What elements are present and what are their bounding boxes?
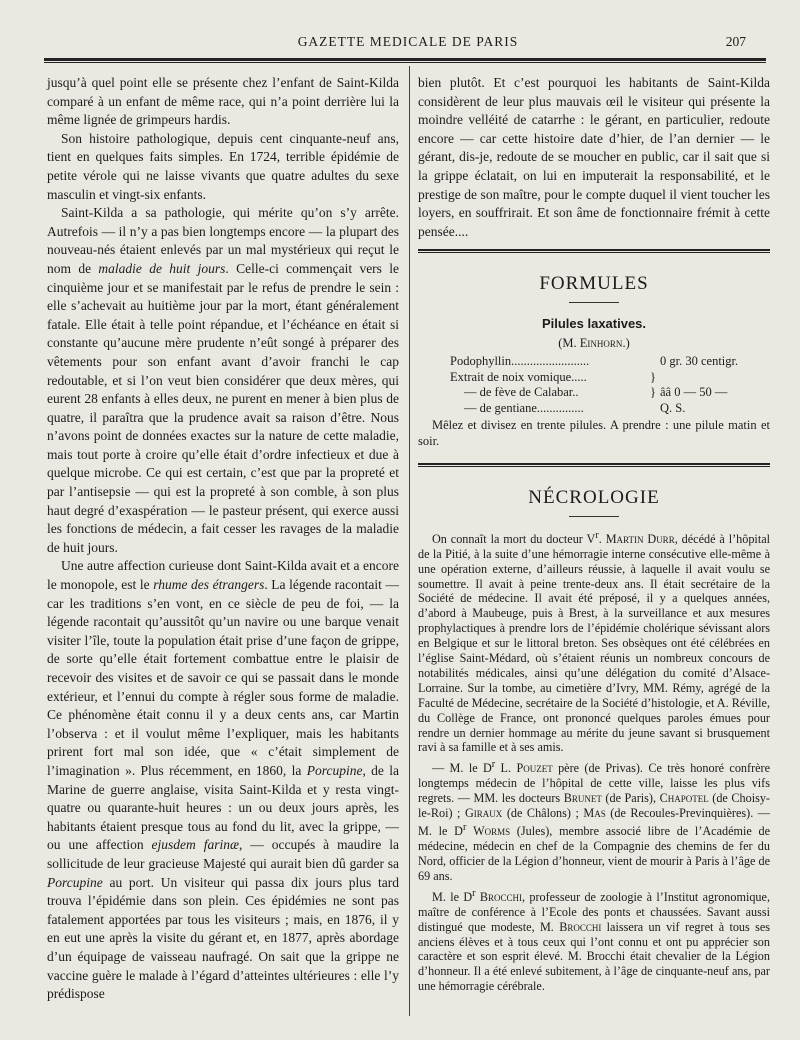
header-rule	[44, 58, 766, 63]
recipe-row	[418, 354, 770, 370]
column-divider	[409, 66, 410, 1016]
italic-term: Porcupine	[306, 762, 363, 778]
paragraph	[418, 758, 770, 883]
ingredient: Podophyllin.........................	[450, 354, 590, 369]
text-run: . Celle-ci commençait vers le cinquième jour et se manifestait par le refus de prendre le sein : elle s’achevait au huitième jour par la mort, étant généralement fatale. Elle était à telle point répandue, et l’échéance en était si constante qu’aucune mère prudente n’eût songé à préparer des vêtements pour son enfant avant d’avoir franchi le cap redoutable, et si l’on veut bien considérer que deux mères, qui eurent 28 enfants à elles deux, ne purent en mener à bien plus de quatre, il paraîtra que la prudence avait sa raison d’être. Nous n’avons point de données exactes sur la nature de cette maladie, mais tout porte à croire qu’elle était d’ordre infectieux et due à quelque microbe. Ce qui est certain, c’est que par la propreté et par l’antisepsie — qui est la propreté à son comble, à son plus haut degré d’exaspération — le pasteur présent, qui exerce aussi les fonctions de médecin, a fait cesser les ravages de la maladie de huit jours.	[47, 260, 400, 555]
person-name: Pouzet	[516, 761, 553, 776]
person-name: Chapotel	[659, 791, 709, 806]
text-run: , professeur de zoologie à l’Institut agronomique, maître de conférence à l’Ecole des ponts et chaussées. Savant aussi distingué que modeste, M.	[418, 889, 770, 934]
text-run: père (de Privas). Ce très honoré confrère longtemps médecin de l’hôpital de cette ville, laisse les plus vifs regrets. — MM. les docteurs	[418, 761, 771, 806]
section-rule	[418, 463, 770, 467]
text-run: — M. le D	[432, 761, 492, 776]
paragraph: Son histoire pathologique, depuis cent cinquante-neuf ans, tient en quelques faits simples. En 1724, terrible épidémie de petite vérole qui ne laisse vivants que quatre adultes du sexe masculin et vingt-six enfants.	[47, 130, 399, 202]
text-run: Saint-Kilda a sa pathologie, qui mérite qu’on s’y arrête. Autrefois — il n’y a pas bien longtemps encore — la plupart des nouveau-nés étaient enlevés par un mal mystérieux qui reçut le nom de	[47, 205, 399, 276]
text-run: Une autre affection curieuse dont Saint-Kilda avait et a encore le monopole, est le	[47, 558, 399, 593]
brace: }	[650, 385, 656, 400]
recipe-title: Pilules laxatives.	[541, 315, 647, 331]
quantity: Q. S.	[660, 400, 686, 415]
formules-heading: FORMULES	[539, 273, 649, 295]
person-name: Brunet	[563, 791, 602, 806]
text-run: (de Châlons) ;	[502, 806, 584, 821]
quantity: 0 gr. 30 centigr.	[660, 354, 739, 369]
superscript: r	[462, 822, 467, 834]
page-number: 207	[725, 34, 746, 49]
person-name: Brocchi	[559, 919, 602, 934]
text-run: (de Recoules-Previnquières). — M. le D	[418, 806, 770, 839]
text-run: au port. Un visiteur qui passa dix jours plus tard trouva l’épidémie dans son plein. Ces épidémies ne sont pas fatalement apportées par tous les visiteurs ; mais, en 1876, il y en eut une après la visite du gérant et, en 1877, après abordage d’un équipage de vaisseau naufragé. On sait que la grippe ne vaccine guère le malade à l’égard d’atteintes ultérieures : elle l’y prédispose	[47, 874, 399, 1002]
person-name: Martin Durr	[605, 531, 675, 546]
person-name: Giraux	[464, 806, 503, 821]
short-rule	[569, 516, 619, 517]
brace: }	[650, 369, 656, 384]
quantity	[660, 370, 770, 386]
text-run: laissera un vif regret à tous ses anciens élèves et à tous ceux qui l’ont connu et ont pu apprécier son caractère et son esprit élevé. M. Brocchi était chevalier de la Légion d’honneur. Il a été enlevé subitement, à l’âge de cinquante-neuf ans, par une hémorragie cérébrale.	[418, 919, 771, 994]
person-name: Brocchi	[479, 889, 522, 904]
paragraph: jusqu’à quel point elle se présente chez l’enfant de Saint-Kilda comparé à un enfant de même race, qui n’a point derrière lui la même lignée de grimpeurs hardis.	[47, 75, 399, 128]
recipe-row	[418, 385, 770, 401]
section-rule	[418, 249, 770, 253]
necrologie-heading: NÉCROLOGIE	[528, 487, 660, 509]
text-run: (Jules), membre associé libre de l’Académie de médecine, médecin en chef de la Compagnie des chemins de fer du Nord, officier de la Légion d’honneur, vient de mourir à Paris à l’âge de 69 ans.	[418, 824, 770, 883]
journal-title: GAZETTE MEDICALE DE PARIS	[297, 34, 519, 49]
recipe-row	[418, 401, 770, 417]
text-run: On connaît la mort du docteur V	[432, 531, 596, 546]
italic-term: maladie de huit jours	[98, 260, 226, 276]
necrologie-body	[418, 529, 770, 994]
recipe-author	[418, 334, 770, 353]
recipe-instructions: Mêlez et divisez en trente pilules. A prendre : une pilule matin et soir.	[418, 418, 770, 448]
paragraph: bien plutôt. Et c’est pourquoi les habitants de Saint-Kilda considèrent de leur plus mauvais œil le visiteur qui présente la moindre velléité de catarrhe : le gérant, en particulier, redoute encore — car cette histoire date d’hier, de l’an dernier — le gérant, dis-je, redoute de se moucher en public, car il sait que si la grippe éclatait, on lui en imputerait la responsabilité, et le prestige de son maître, pour le compte duquel il vient toucher les loyers, en souffrirait. Et son âme de fonctionnaire frémit à cette pensée....	[418, 75, 770, 239]
quantity: ââ 0 — 50 —	[660, 385, 728, 400]
text-run: .	[598, 531, 606, 546]
text-run: (de Choisy-le-Roi) ;	[418, 791, 770, 821]
text-run: , de la Marine de guerre anglaise, visita Saint-Kilda et y resta vingt-quatre ou quarante-huit heures : un ou deux jours après, les habitants étaient presque tous au fond du lit, avec la grippe, — ou une affection	[47, 762, 399, 853]
short-rule	[569, 302, 619, 303]
person-name: Worms	[473, 824, 511, 839]
superscript: r	[472, 887, 476, 899]
brace	[646, 354, 660, 370]
ingredient: — de fève de Calabar..	[464, 385, 579, 400]
paragraph	[47, 557, 399, 1003]
page-header	[48, 34, 768, 56]
right-column	[418, 74, 770, 994]
recipe	[418, 354, 770, 449]
italic-term: ejusdem farinæ	[151, 837, 239, 853]
recipe-row	[418, 370, 770, 386]
text-run: (M.	[558, 335, 580, 350]
brace	[646, 401, 660, 417]
text-run: . La légende racontait — car les traditions s’en vont, en ce siècle de peu de foi, — la légende racontait qu’aussitôt qu’un navire ou une barque venait visiter l’île, toute la population était prise d’une façon de grippe, de sorte qu’elle était fortement combattue entre le plaisir de recevoir des visites et de savoir ce qui se passait dans le monde extérieur, et l’ennui du compte à régler sous forme de maladie. Ce phénomène était connu il y a deux cents ans, car Martin l’observa : et il voulut même l’expliquer, mais les habitants prirent fort mal son idée, que « c’était simplement de l’imagination ». Plus récemment, en 1860, la	[47, 577, 399, 778]
italic-term: Porcupine	[47, 874, 103, 890]
paragraph	[418, 887, 770, 994]
text-run: , décédé à l’hôpital de la Pitié, à la suite d’une hémorragie interne consécutive elle-même à une opération externe, d’ailleurs réussie, à laquelle il avait voulu se soumettre. Il avait à peine trente-deux ans. Il était secrétaire de la Société de médecine. Il avait été préposé, il y a quelques années, d’abord à Maubeuge, puis à Brest, à la surveillance et aux mesures prophylactiques à prendre lors de l’épidémie cholérique sévissant alors en Belgique et sur le littoral breton. Ses obsèques ont été célébrées en l’église Saint-Médard, où s’étaient réunis un nombreux concours de notabilités médicales, ainsi qu’une délégation du comité d’Alsace-Lorraine. Sur la tombe, au cimetière d’Ivry, MM. Rémy, agrégé de la Faculté de Médecine, secrétaire de la Société d’histologie, et A. Réville, du Collège de France, ont prononcé quelques paroles émues pour rendre un dernier hommage au mérite du jeune savant si brusquement ravi à sa famille et à ses amis.	[418, 531, 770, 755]
author-name: Einhorn	[579, 335, 623, 350]
superscript: r	[491, 759, 496, 771]
ingredient: — de gentiane...............	[464, 400, 584, 415]
text-run: M. le D	[432, 889, 473, 904]
paragraph	[47, 204, 399, 557]
superscript: r	[595, 529, 599, 541]
paragraph	[418, 529, 770, 756]
person-name: Mas	[583, 806, 606, 821]
ingredient: Extrait de noix vomique.....	[450, 369, 587, 384]
text-run: L.	[495, 761, 517, 776]
text-run: , — occupés à maudire la sollicitude de leur gracieuse Majesté qui aurait bien dû garder sa	[47, 837, 400, 871]
text-run: (de Paris),	[601, 791, 660, 806]
italic-term: rhume des étrangers	[153, 577, 265, 593]
text-run: .)	[622, 335, 630, 350]
left-column	[47, 74, 399, 1004]
